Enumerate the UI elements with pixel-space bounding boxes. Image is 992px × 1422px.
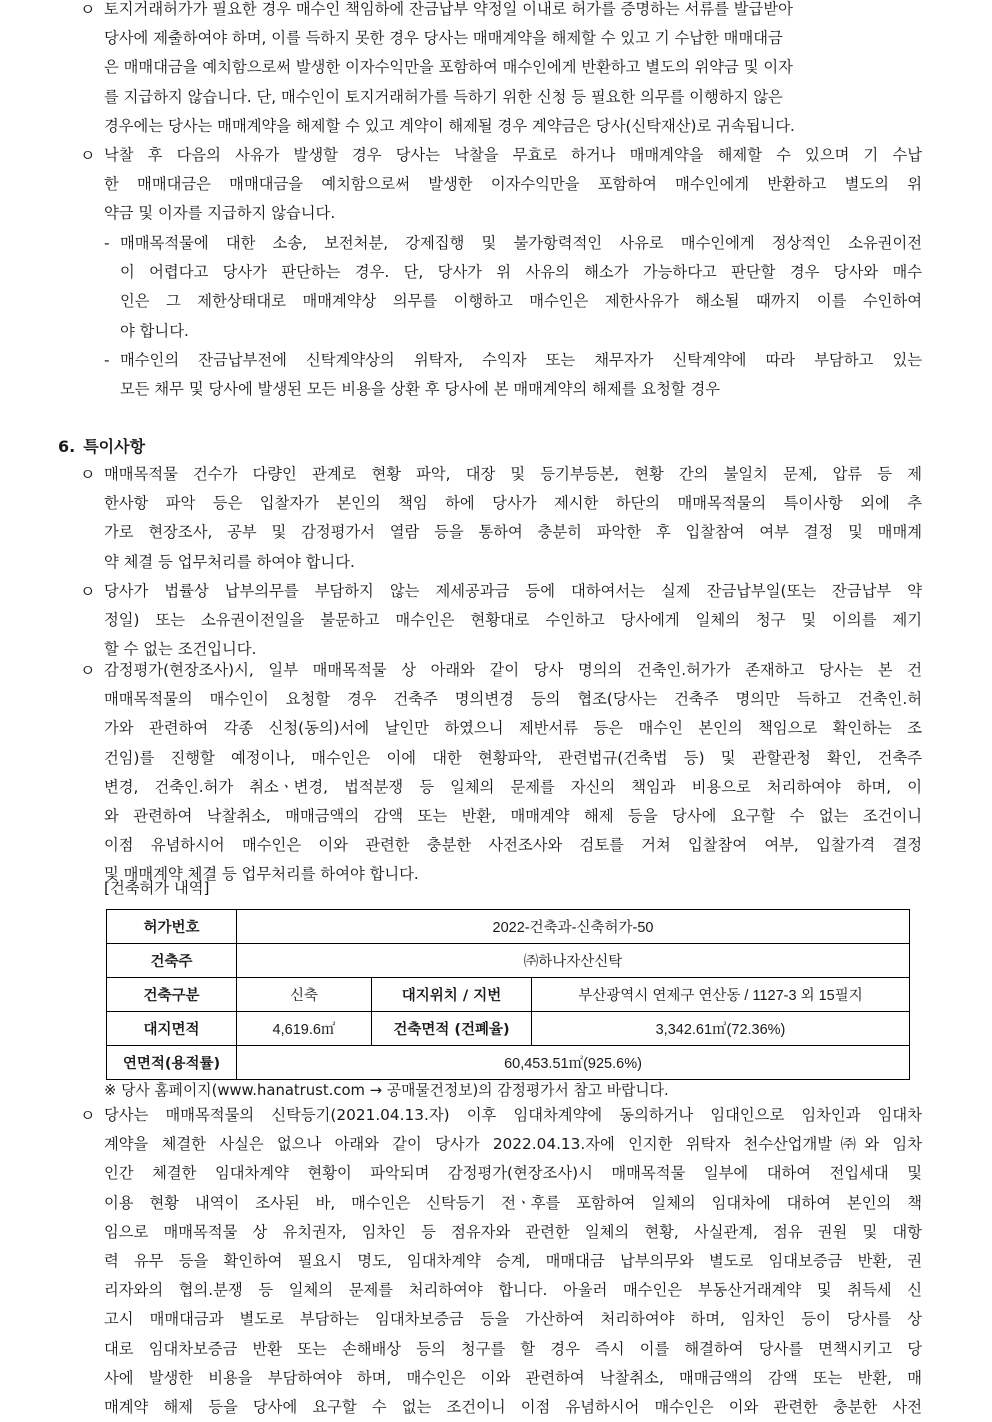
note-suffix: → 공매물건정보)의 감정평가서 참고 바랍니다. xyxy=(364,1082,669,1099)
building-area-label: 건축면적 (건폐율) xyxy=(372,1012,532,1046)
text-line: 매매목적물의 매수인이 요청할 경우 건축주 명의변경 등의 협조(당사는 건축주 명의만 득하고 건축인.허 xyxy=(104,690,922,709)
text-line: 당사에 제출하여야 하며, 이를 득하지 못한 경우 당사는 매매계약을 해제할 수 있고 기 수납한 매매대금 xyxy=(104,29,783,48)
site-area-value: 4,619.6㎡ xyxy=(237,1012,372,1046)
text-line: 인간 체결한 임대차계약 현황이 파악되며 감정평가(현장조사)시 매매목적물 일부에 대하여 전입세대 및 xyxy=(104,1164,923,1183)
text-line: 정일) 또는 소유권이전일을 불문하고 매수인은 현황대로 수인하고 당사에게 일체의 청구 및 이의를 제기 xyxy=(104,611,922,630)
text-line: 이점 유념하시어 매수인은 이와 관련한 충분한 사전조사와 검토를 거쳐 입찰참여 여부, 입찰가격 결정 xyxy=(104,836,922,855)
text-line: 은 매매대금을 예치함으로써 발생한 이자수익만을 포함하여 매수인에게 반환하고 별도의 위약금 및 이자 xyxy=(104,58,793,77)
paragraph-text xyxy=(104,141,922,229)
text-line: 야 합니다. xyxy=(120,321,189,340)
text-line: 와 관련하여 낙찰취소, 매매금액의 감액 또는 반환, 매매계약 해제 등을 당사에 요구할 수 없는 조건이니 xyxy=(104,807,922,826)
paragraph-text xyxy=(104,656,922,890)
permit-no-label: 허가번호 xyxy=(107,910,237,944)
table-row xyxy=(107,910,910,944)
text-line: 한사항 파악 등은 입찰자가 본인의 책임 하에 당사가 제시한 하단의 매매목적물의 특이사항 외에 추 xyxy=(104,494,922,513)
permit-no-value: 2022-건축과-신축허가-50 xyxy=(237,910,910,944)
type-label: 건축구분 xyxy=(107,978,237,1012)
bullet: ㅇ xyxy=(80,582,96,601)
text-line: 감정평가(현장조사)시, 일부 매매목적물 상 아래와 같이 당사 명의의 건축인.허가가 존재하고 당사는 본 건 xyxy=(104,661,922,679)
type-value: 신축 xyxy=(237,978,372,1012)
sub-item-text xyxy=(120,229,922,346)
paragraph-cancellation xyxy=(80,141,922,229)
permit-table xyxy=(106,909,910,1080)
text-line: 가와 관련하여 각종 신청(동의)서에 날인만 하였으니 제반서류 등은 매수인 본인의 책임으로 확인하는 조 xyxy=(104,719,922,738)
floor-area-value: 60,453.51㎡(925.6%) xyxy=(237,1046,910,1080)
bullet: ㅇ xyxy=(80,0,96,19)
section-number: 6. xyxy=(58,437,76,456)
homepage-link[interactable]: www.hanatrust.com xyxy=(217,1082,365,1099)
site-area-label: 대지면적 xyxy=(107,1012,237,1046)
text-line: 할 수 없는 조건입니다. xyxy=(104,640,257,659)
note-prefix: ※ 당사 홈페이지( xyxy=(104,1082,218,1099)
text-line: 이 어렵다고 당사가 판단하는 경우. 단, 당사가 위 사유의 해소가 가능하다고 판단할 경우 당사와 매수 xyxy=(120,263,922,282)
text-line: 및 매매계약 체결 등 업무처리를 하여야 합니다. xyxy=(104,865,419,884)
section-title: 특이사항 xyxy=(83,437,146,456)
text-line: 변경, 건축인.허가 취소ㆍ변경, 법적분쟁 등 일체의 문제를 자신의 책임과 비용으로 처리하여야 하며, 이 xyxy=(104,777,922,796)
text-line: 이용 현황 내역이 조사된 바, 매수인은 신탁등기 전ㆍ후를 포함하여 일체의 임대차에 대하여 본인의 책 xyxy=(104,1193,922,1212)
table-row xyxy=(107,978,910,1012)
text-line: 인은 그 제한상태대로 매매계약상 의무를 이행하고 매수인은 제한사유가 해소될 때까지 이를 수인하여 xyxy=(120,292,922,311)
paragraph-building-permit xyxy=(80,656,922,890)
table-row xyxy=(107,944,910,978)
text-line: 대로 임대차보증금 반환 또는 손해배상 등의 청구를 할 경우 즉시 이를 해결하여 당사를 면책시키고 당 xyxy=(104,1339,922,1358)
paragraph-taxes xyxy=(80,577,922,665)
bullet: ㅇ xyxy=(80,661,96,680)
paragraph-text xyxy=(104,577,922,665)
paragraph-land-permit xyxy=(80,0,922,141)
text-line: 약 체결 등 업무처리를 하여야 합니다. xyxy=(104,552,355,571)
text-line: 토지거래허가가 필요한 경우 매수인 책임하에 잔금납부 약정일 이내로 허가를 증명하는 서류를 발급받아 xyxy=(104,0,793,18)
owner-label: 건축주 xyxy=(107,944,237,978)
text-line: 매계약 해제 등을 당사에 요구할 수 없는 조건이니 이점 유념하시어 매수인은 이와 관련한 충분한 사전 xyxy=(104,1398,922,1417)
sub-item-text xyxy=(120,346,922,404)
location-value: 부산광역시 연제구 연산동 / 1127-3 외 15필지 xyxy=(532,978,910,1012)
paragraph-text xyxy=(104,0,922,141)
text-line: 계약을 체결한 사실은 없으나 아래와 같이 당사가 2022.04.13.자에 인지한 위탁자 천수산업개발㈜와 임차 xyxy=(104,1135,922,1154)
text-line: 매매목적물 건수가 다량인 관계로 현황 파악, 대장 및 등기부등본, 현황 간의 불일치 문제, 압류 등 제 xyxy=(104,465,922,483)
location-label: 대지위치 / 지번 xyxy=(372,978,532,1012)
paragraph-text xyxy=(104,1101,922,1422)
building-area-value: 3,342.61㎡(72.36%) xyxy=(532,1012,910,1046)
owner-value: ㈜하나자산신탁 xyxy=(237,944,910,978)
text-line: 를 지급하지 않습니다. 단, 매수인이 토지거래허가를 득하기 위한 신청 등 필요한 의무를 이행하지 않은 xyxy=(104,87,783,106)
text-line: 모든 채무 및 당사에 발생된 모든 비용을 상환 후 당사에 본 매매계약의 해제를 요청할 경우 xyxy=(120,380,721,399)
paragraph-lease xyxy=(80,1101,922,1422)
floor-area-label: 연면적(용적률) xyxy=(107,1046,237,1080)
text-line: 한 매매대금은 매매대금을 예치함으로써 발생한 이자수익만을 포함하여 매수인에게 반환하고 별도의 위 xyxy=(104,175,922,194)
text-line: 약금 및 이자를 지급하지 않습니다. xyxy=(104,204,336,223)
text-line: 고시 매매대금과 별도로 부담하는 임대차보증금 등을 가산하여 처리하여야 하며, 임차인 등이 당사를 상 xyxy=(104,1310,922,1329)
text-line: 력 유무 등을 확인하여 필요시 명도, 임대차계약 승계, 매매대금 납부의무와 별도로 임대보증금 반환, 권 xyxy=(104,1252,922,1271)
table-row xyxy=(107,1012,910,1046)
text-line: 매수인의 잔금납부전에 신탁계약상의 위탁자, 수익자 또는 채무자가 신탁계약에 따라 부담하고 있는 xyxy=(120,351,922,369)
text-line: 당사가 법률상 납부의무를 부담하지 않는 제세공과금 등에 대하여서는 실제 잔금납부일(또는 잔금납부 약 xyxy=(104,582,922,600)
text-line: 낙찰 후 다음의 사유가 발생할 경우 당사는 낙찰을 무효로 하거나 매매계약을 해제할 수 있으며 기 수납 xyxy=(104,146,922,164)
text-line: 사에 발생한 비용을 부담하여야 하며, 매수인은 이와 관련하여 낙찰취소, 매매금액의 감액 또는 반환, 매 xyxy=(104,1368,922,1387)
bullet: ㅇ xyxy=(80,465,96,484)
text-line: 리자와의 협의.분쟁 등 일체의 문제를 처리하여야 합니다. 아울러 매수인은 부동산거래계약 및 취득세 신 xyxy=(104,1281,922,1300)
dash: - xyxy=(104,234,110,252)
text-line: 임으로 매매목적물 상 유치권자, 임차인 등 점유자와 관련한 일체의 현황, 사실관계, 점유 권원 및 대항 xyxy=(104,1222,922,1241)
bullet: ㅇ xyxy=(80,146,96,165)
text-line: 경우에는 당사는 매매계약을 해제할 수 있고 계약이 해제될 경우 계약금은 당사(신탁재산)로 귀속됩니다. xyxy=(104,116,795,135)
bullet: ㅇ xyxy=(80,1106,96,1125)
paragraph-text xyxy=(104,460,922,577)
dash: - xyxy=(104,351,110,369)
sub-item-trust-repay xyxy=(104,346,922,404)
text-line: 매매목적물에 대한 소송, 보전처분, 강제집행 및 불가항력적인 사유로 매수인에게 정상적인 소유권이전 xyxy=(120,234,922,252)
text-line: 가로 현장조사, 공부 및 감정평가서 열람 등을 통하여 충분히 파악한 후 입찰참여 여부 결정 및 매매계 xyxy=(104,523,922,542)
text-line: 건임)를 진행할 예정이나, 매수인은 이에 대한 현황파악, 관련법규(건축법 등) 및 관할관청 확인, 건축주 xyxy=(104,748,922,767)
text-line: 당사는 매매목적물의 신탁등기(2021.04.13.자) 이후 임대차계약에 동의하거나 임대인으로 임차인과 임대차 xyxy=(104,1106,922,1124)
sub-item-lawsuit xyxy=(104,229,922,346)
paragraph-property-status xyxy=(80,460,922,577)
permit-caption: [건축허가 내역] xyxy=(104,879,210,897)
table-row xyxy=(107,1046,910,1080)
section-heading xyxy=(58,432,153,461)
